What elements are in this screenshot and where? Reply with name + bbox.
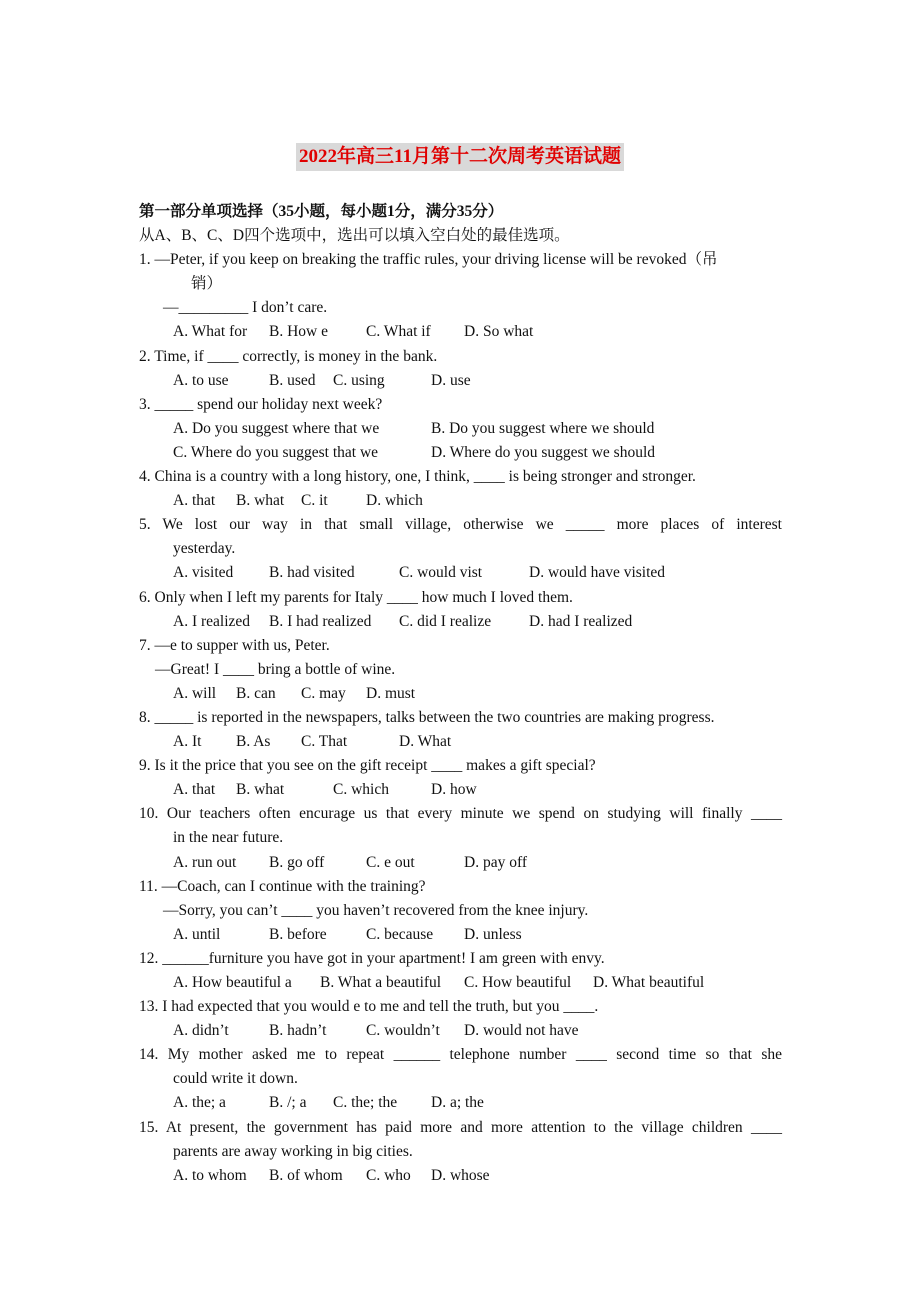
option-d: D. What [399, 733, 452, 751]
options-row [139, 610, 782, 634]
option-d: D. unless [464, 925, 522, 943]
options-row [139, 417, 782, 441]
option-a: A. will [173, 684, 217, 702]
option-d: D. which [366, 492, 423, 510]
options-row [139, 1164, 782, 1188]
options-row [139, 489, 782, 513]
option-d: D. would have visited [529, 564, 666, 582]
option-b: B. what [236, 781, 285, 799]
question-stem: 11. —Coach, can I continue with the training? [139, 877, 426, 895]
option-c: C. What if [366, 323, 431, 341]
question-stem: 2. Time, if ____ correctly, is money in the bank. [139, 347, 438, 365]
option-d: D. What beautiful [593, 974, 705, 991]
section-heading: 第一部分单项选择（35小题，每小题1分，满分35分） [139, 203, 504, 220]
option-a: A. that [173, 492, 216, 510]
question-stem: 5. We lost our way in that small village, otherwise we _____ more places of interest [139, 516, 782, 534]
options-row [139, 730, 782, 754]
option-c: C. it [301, 492, 328, 510]
section-instruction: 从A、B、C、D四个选项中，选出可以填入空白处的最佳选项。 [139, 227, 570, 245]
option-c: C. the; the [333, 1094, 398, 1112]
option-b: B. go off [269, 853, 325, 871]
options-row [139, 1091, 782, 1115]
question-stem: 6. Only when I left my parents for Italy ____ how much I loved them. [139, 588, 573, 606]
option-b: B. what [236, 492, 285, 510]
option-b: B. How e [269, 323, 328, 341]
exam-content [139, 200, 782, 1188]
option-d: D. So what [464, 323, 534, 341]
option-b: B. had visited [269, 564, 355, 582]
options-row [139, 1019, 782, 1043]
question-reply: —_________ I don’t care. [163, 299, 328, 317]
option-c: C. e out [366, 853, 415, 871]
option-d: D. would not have [464, 1022, 579, 1040]
option-b: B. can [236, 684, 276, 702]
options-row [139, 682, 782, 706]
option-d: D. had I realized [529, 612, 633, 630]
options-row [139, 369, 782, 393]
option-b: B. I had realized [269, 612, 372, 630]
option-c: C. which [333, 781, 389, 799]
options-row [139, 320, 782, 344]
option-d: D. how [431, 781, 477, 799]
options-row [139, 778, 782, 802]
option-d: D. use [431, 371, 471, 389]
option-c: C. would vist [399, 564, 483, 582]
option-a: A. It [173, 733, 202, 751]
option-a: A. to whom [173, 1166, 247, 1184]
question-stem: 8. _____ is reported in the newspapers, talks between the two countries are making progress. [139, 708, 715, 726]
question-stem: 1. —Peter, if you keep on breaking the traffic rules, your driving license will be revoked（吊 [139, 251, 718, 269]
option-b: B. used [269, 371, 316, 389]
question-stem-continued: parents are away working in big cities. [173, 1142, 413, 1160]
question-stem: 7. —e to supper with us, Peter. [139, 636, 330, 654]
option-a: A. Do you suggest where that we [173, 419, 380, 437]
option-c: C. because [366, 925, 434, 943]
option-b: B. /; a [269, 1094, 307, 1112]
question-stem-continued: in the near future. [173, 829, 284, 847]
options-row [139, 971, 782, 995]
question-stem-continued: 销） [191, 275, 223, 293]
option-c: C. Where do you suggest that we [173, 443, 379, 461]
option-a: A. run out [173, 853, 237, 871]
options-row [139, 923, 782, 947]
question-stem: 4. China is a country with a long history, one, I think, ____ is being stronger and stronger. [139, 468, 696, 486]
option-c: C. did I realize [399, 612, 492, 630]
question-stem: 10. Our teachers often encurage us that every minute we spend on studying will finally ____ [139, 805, 782, 823]
option-d: D. pay off [464, 853, 527, 871]
option-d: D. Where do you suggest we should [431, 443, 656, 461]
option-a: A. that [173, 781, 216, 799]
options-row [139, 441, 782, 465]
option-c: C. may [301, 684, 346, 702]
option-a: A. didn’t [173, 1022, 229, 1040]
option-b: B. What a beautiful [320, 974, 442, 991]
question-stem: 9. Is it the price that you see on the gift receipt ____ makes a gift special? [139, 757, 596, 775]
option-d: D. must [366, 684, 416, 702]
option-b: B. As [236, 733, 271, 751]
option-a: A. the; a [173, 1094, 226, 1112]
option-a: A. I realized [173, 612, 251, 630]
question-stem-continued: yesterday. [173, 540, 236, 558]
option-a: A. to use [173, 371, 229, 389]
options-row [139, 851, 782, 875]
option-b: B. before [269, 925, 327, 943]
option-a: A. What for [173, 323, 248, 341]
option-b: B. of whom [269, 1166, 343, 1184]
option-b: B. Do you suggest where we should [431, 419, 655, 437]
question-stem-continued: could write it down. [173, 1070, 298, 1088]
option-c: C. That [301, 733, 348, 751]
option-c: C. How beautiful [464, 974, 572, 991]
option-a: A. until [173, 925, 221, 943]
question-stem: 12. ______furniture you have got in your apartment! I am green with envy. [139, 949, 605, 967]
option-d: D. a; the [431, 1094, 484, 1112]
option-c: C. wouldn’t [366, 1022, 440, 1040]
question-reply: —Great! I ____ bring a bottle of wine. [155, 660, 396, 678]
question-stem: 15. At present, the government has paid more and more attention to the village children ____ [139, 1118, 782, 1136]
question-stem: 14. My mother asked me to repeat ______ telephone number ____ second time so that she [139, 1046, 782, 1064]
question-reply: —Sorry, you can’t ____ you haven’t recovered from the knee injury. [163, 901, 589, 919]
option-a: A. visited [173, 564, 234, 582]
option-c: C. who [366, 1166, 411, 1184]
options-row [139, 561, 782, 585]
option-b: B. hadn’t [269, 1022, 327, 1040]
page-title: 2022年高三11月第十二次周考英语试题 [296, 143, 624, 171]
question-stem: 13. I had expected that you would e to me and tell the truth, but you ____. [139, 998, 599, 1016]
option-a: A. How beautiful a [173, 974, 292, 991]
question-stem: 3. _____ spend our holiday next week? [139, 395, 383, 413]
option-c: C. using [333, 371, 385, 389]
option-d: D. whose [431, 1166, 490, 1184]
